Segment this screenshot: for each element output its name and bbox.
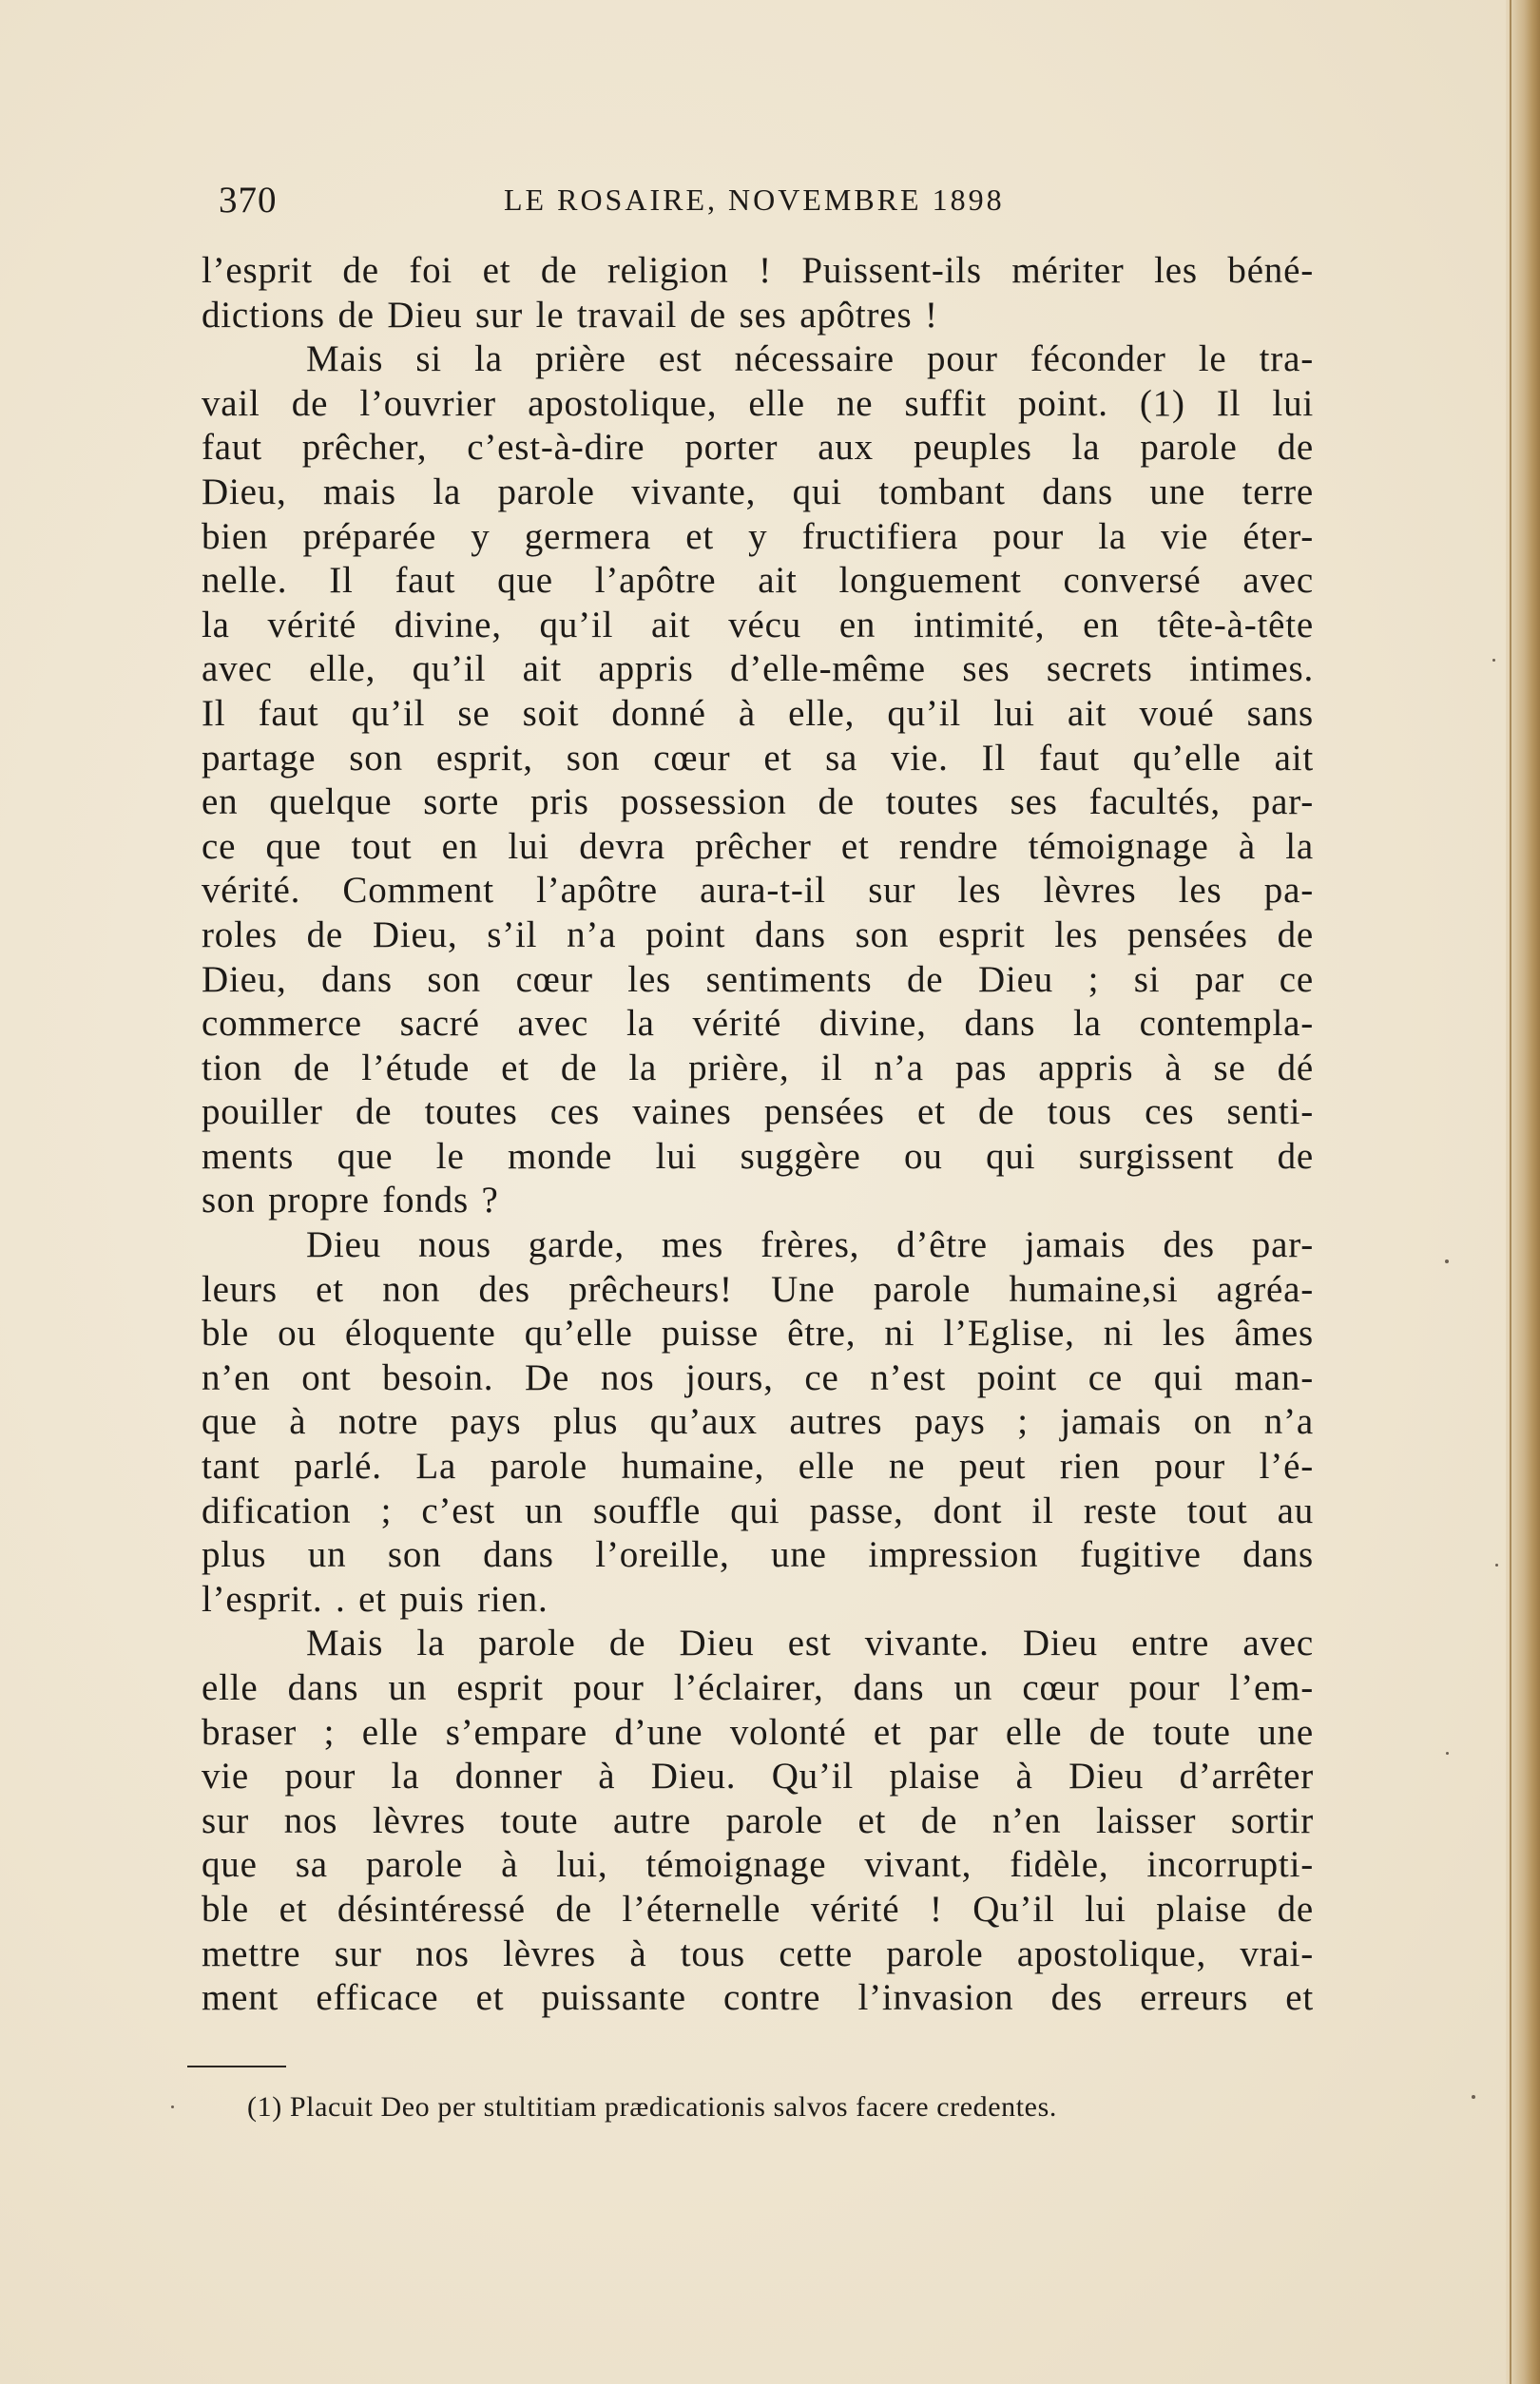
text-line: faut prêcher, c’est-à-dire porter aux peuples la parole de: [202, 427, 1314, 469]
text-line: braser ; elle s’empare d’une volonté et par elle de toute une: [202, 1711, 1314, 1753]
text-line: Mais si la prière est nécessaire pour féconder le tra-: [306, 338, 1314, 380]
page-number: 370: [219, 180, 278, 221]
text-line: avec elle, qu’il ait appris d’elle-même ses secrets intimes.: [202, 648, 1314, 690]
text-line: roles de Dieu, s’il n’a point dans son esprit les pensées de: [202, 913, 1314, 955]
text-line: son propre fonds ?: [202, 1180, 499, 1221]
paper-speck: [1472, 2095, 1475, 2099]
text-line: ment efficace et puissante contre l’invasion des erreurs et: [202, 1977, 1314, 2019]
running-head: [219, 179, 1304, 226]
paper-speck: [1445, 1259, 1449, 1263]
paper-speck: [171, 2105, 174, 2108]
paper-speck: [1492, 659, 1495, 662]
text-line: vail de l’ouvrier apostolique, elle ne suffit point. (1) Il lui: [202, 382, 1314, 424]
text-line: nelle. Il faut que l’apôtre ait longuement conversé avec: [202, 560, 1314, 602]
body-text: [202, 249, 1314, 2021]
text-line: ble ou éloquente qu’elle puisse être, ni l’Eglise, ni les âmes: [202, 1313, 1314, 1355]
paper-speck: [1446, 1752, 1449, 1755]
paper-speck: [1495, 1564, 1498, 1567]
text-line: dification ; c’est un souffle qui passe, dont il reste tout au: [202, 1490, 1314, 1531]
text-line: ce que tout en lui devra prêcher et rendre témoignage à la: [202, 825, 1314, 867]
text-line: vérité. Comment l’apôtre aura-t-il sur les lèvres les pa-: [202, 870, 1314, 912]
text-line: n’en ont besoin. De nos jours, ce n’est point ce qui man-: [202, 1356, 1314, 1398]
footnote-divider: [187, 2066, 286, 2067]
text-line: ble et désintéressé de l’éternelle vérité ! Qu’il lui plaise de: [202, 1888, 1314, 1930]
page-edge-line: [1510, 0, 1511, 2384]
text-line: Dieu, dans son cœur les sentiments de Dieu ; si par ce: [202, 958, 1314, 1000]
footnote: (1) Placuit Deo per stultitiam prædicationis salvos facere credentes.: [247, 2091, 1057, 2123]
text-line: vie pour la donner à Dieu. Qu’il plaise à Dieu d’arrêter: [202, 1756, 1314, 1798]
text-line: Dieu, mais la parole vivante, qui tombant dans une terre: [202, 471, 1314, 512]
text-line: l’esprit de foi et de religion ! Puissent-ils mériter les béné-: [202, 250, 1314, 291]
text-line: bien préparée y germera et y fructifiera pour la vie éter-: [202, 515, 1314, 557]
text-line: commerce sacré avec la vérité divine, dans la contempla-: [202, 1003, 1314, 1045]
text-line: tant parlé. La parole humaine, elle ne peut rien pour l’é-: [202, 1446, 1314, 1488]
text-line: Dieu nous garde, mes frères, d’être jamais des par-: [306, 1224, 1314, 1266]
text-line: Il faut qu’il se soit donné à elle, qu’il lui ait voué sans: [202, 692, 1314, 734]
text-line: tion de l’étude et de la prière, il n’a pas appris à se dé: [202, 1047, 1314, 1088]
text-line: mettre sur nos lèvres à tous cette parole apostolique, vrai-: [202, 1932, 1314, 1974]
text-line: ments que le monde lui suggère ou qui surgissent de: [202, 1135, 1314, 1177]
running-head-title: LE ROSAIRE, NOVEMBRE 1898: [504, 183, 1005, 217]
text-line: que à notre pays plus qu’aux autres pays ; jamais on n’a: [202, 1401, 1314, 1443]
text-line: la vérité divine, qu’il ait vécu en intimité, en tête-à-tête: [202, 604, 1314, 645]
text-line: Mais la parole de Dieu est vivante. Dieu entre avec: [306, 1623, 1314, 1664]
text-line: plus un son dans l’oreille, une impression fugitive dans: [202, 1534, 1314, 1576]
text-line: l’esprit. . et puis rien.: [202, 1578, 549, 1620]
text-line: dictions de Dieu sur le travail de ses apôtres !: [202, 294, 938, 336]
text-line: elle dans un esprit pour l’éclairer, dans un cœur pour l’em-: [202, 1667, 1314, 1708]
text-line: leurs et non des prêcheurs! Une parole humaine,si agréa-: [202, 1268, 1314, 1310]
text-line: pouiller de toutes ces vaines pensées et de tous ces senti-: [202, 1091, 1314, 1133]
text-line: partage son esprit, son cœur et sa vie. Il faut qu’elle ait: [202, 737, 1314, 779]
text-line: en quelque sorte pris possession de toutes ses facultés, par-: [202, 781, 1314, 823]
text-line: sur nos lèvres toute autre parole et de n’en laisser sortir: [202, 1799, 1314, 1841]
text-line: que sa parole à lui, témoignage vivant, fidèle, incorrupti-: [202, 1844, 1314, 1886]
